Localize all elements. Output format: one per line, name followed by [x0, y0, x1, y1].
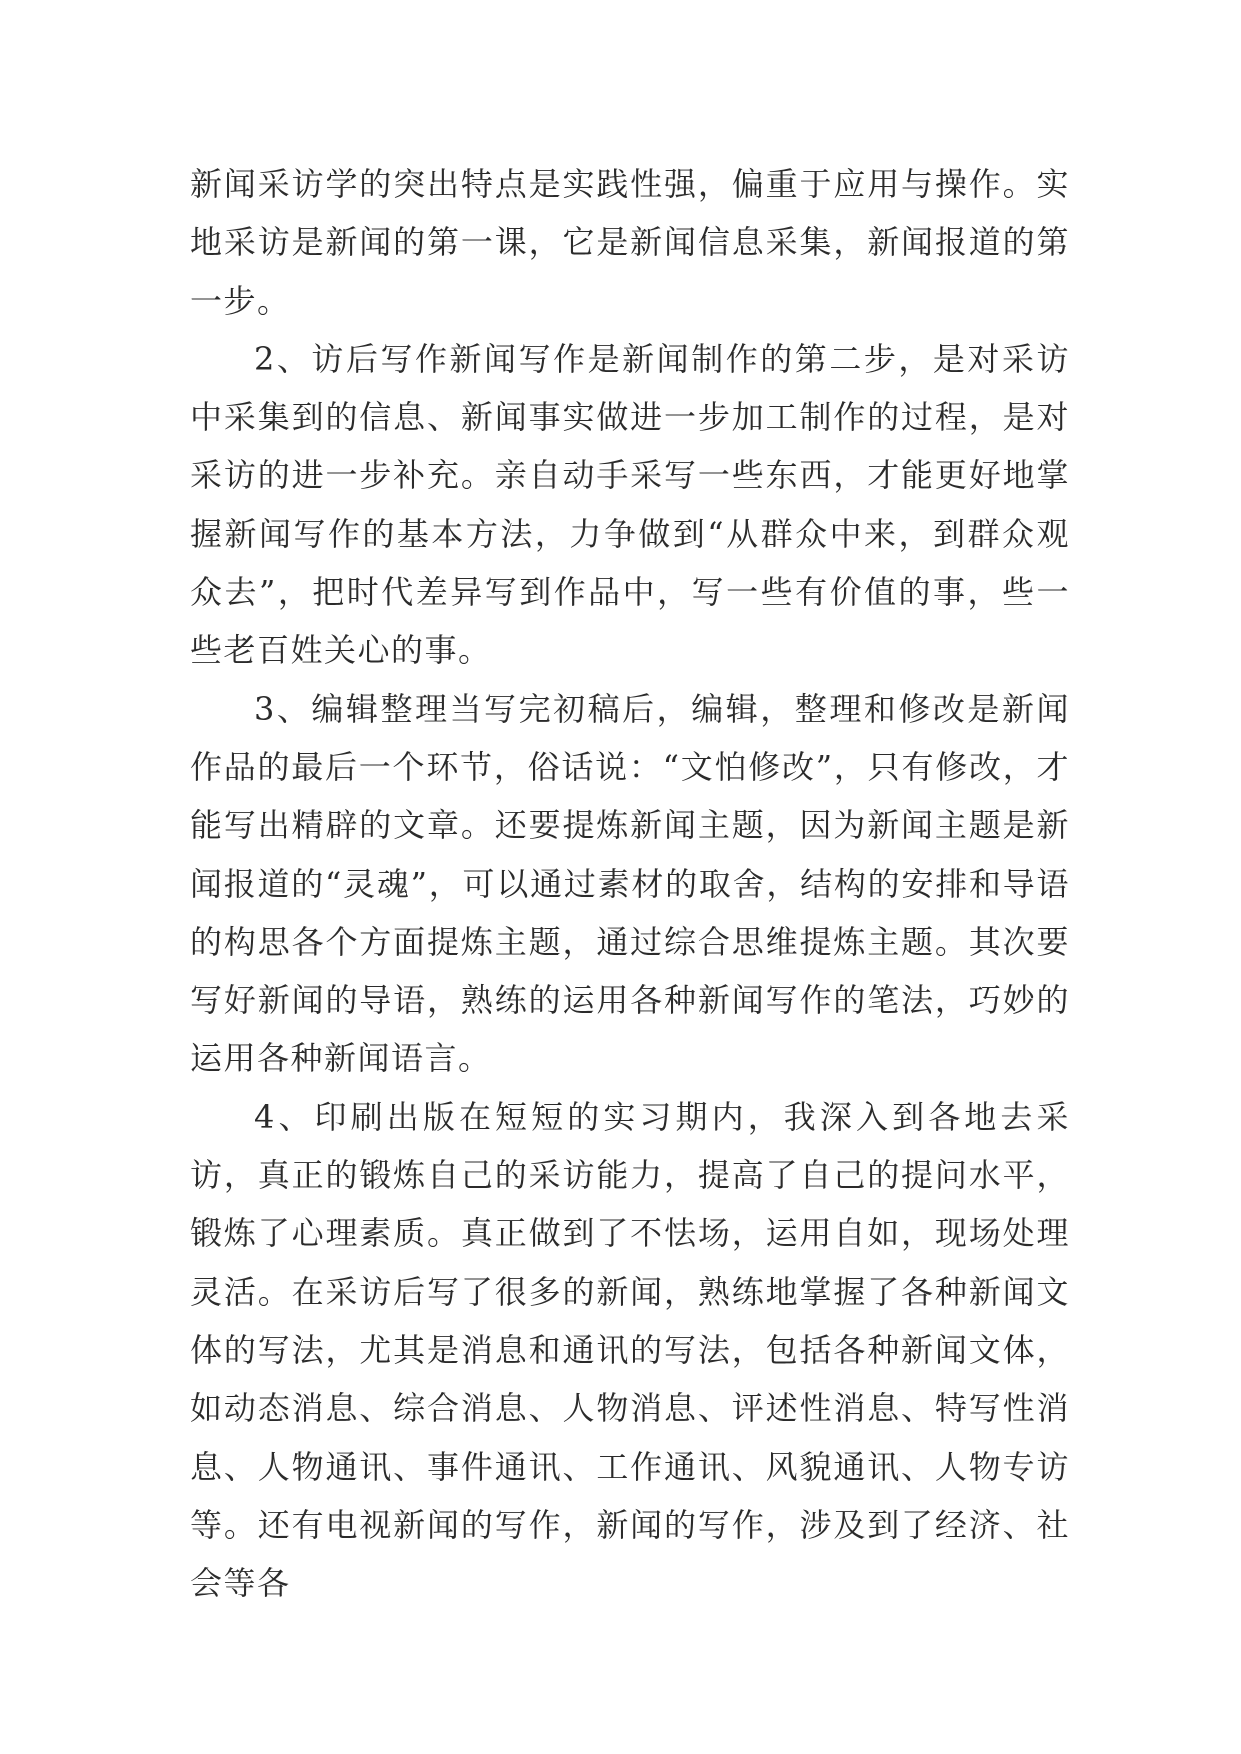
paragraph-3: 3、编辑整理当写完初稿后，编辑，整理和修改是新闻作品的最后一个环节，俗话说：“文怕修改”，只有修改，才能写出精辟的文章。还要提炼新闻主题，因为新闻主题是新闻报道的“灵魂”，可以通过素材的取舍，结构的安排和导语的构思各个方面提炼主题，通过综合思维提炼主题。其次要写好新闻的导语，熟练的运用各种新闻写作的笔法，巧妙的运用各种新闻语言。: [190, 689, 1070, 1078]
document-body: [190, 155, 1070, 1612]
paragraph-1: 新闻采访学的突出特点是实践性强，偏重于应用与操作。实地采访是新闻的第一课，它是新闻信息采集，新闻报道的第一步。: [190, 165, 1070, 320]
paragraph-4: 4、印刷出版在短短的实习期内，我深入到各地去采访，真正的锻炼自己的采访能力，提高了自己的提问水平，锻炼了心理素质。真正做到了不怯场，运用自如，现场处理灵活。在采访后写了很多的新闻，熟练地掌握了各种新闻文体的写法，尤其是消息和通讯的写法，包括各种新闻文体，如动态消息、综合消息、人物消息、评述性消息、特写性消息、人物通讯、事件通讯、工作通讯、风貌通讯、人物专访等。还有电视新闻的写作，新闻的写作，涉及到了经济、社会等各: [190, 1097, 1070, 1603]
paragraph-2: 2、访后写作新闻写作是新闻制作的第二步，是对采访中采集到的信息、新闻事实做进一步加工制作的过程，是对采访的进一步补充。亲自动手采写一些东西，才能更好地掌握新闻写作的基本方法，力争做到“从群众中来，到群众观众去”，把时代差异写到作品中，写一些有价值的事，些一些老百姓关心的事。: [190, 339, 1070, 670]
